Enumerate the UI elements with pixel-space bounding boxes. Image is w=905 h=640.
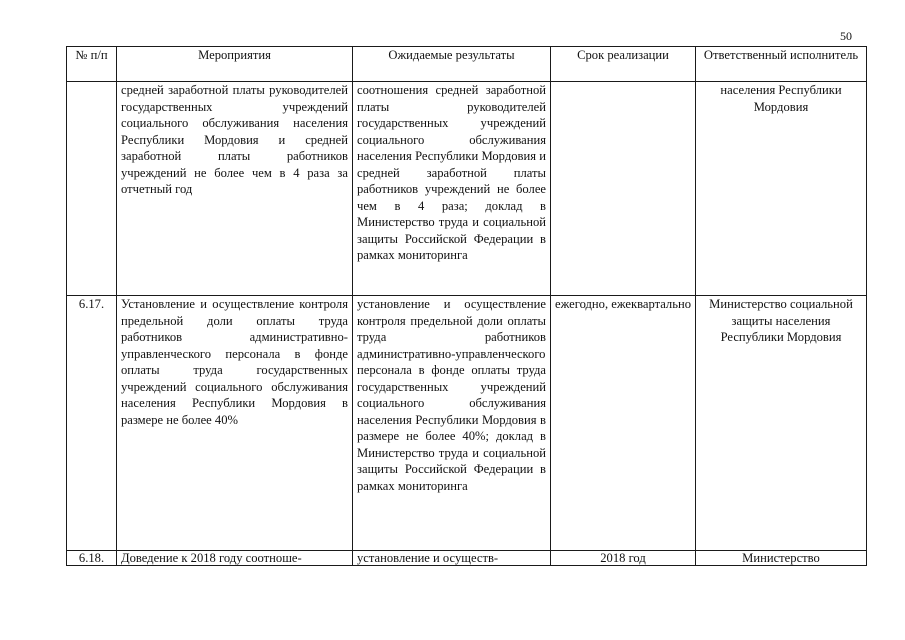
table-row — [67, 82, 867, 296]
row-responsible: Министерство — [696, 551, 867, 566]
row-measure: Доведение к 2018 году соотноше- — [117, 551, 353, 566]
header-deadline: Срок реализации — [551, 47, 696, 82]
table-header-row — [67, 47, 867, 82]
header-results: Ожидаемые результаты — [353, 47, 551, 82]
row-deadline — [551, 82, 696, 296]
row-result: установление и осуществ- — [353, 551, 551, 566]
row-measure: Установление и осуществление контроля предельной доли оплаты труда работников административно-управленческого персонала в фонде оплаты труда государственных учреждений социального обслуживания населения Республики Мордовия в размере не более 40% — [117, 296, 353, 551]
page-number: 50 — [840, 29, 852, 43]
row-result: соотношения средней заработной платы руководителей государственных учреждений социального обслуживания населения Республики Мордовия и средней заработной платы работников учреждений не более чем в 4 раза; доклад в Министерство труда и социальной защиты Российской Федерации в рамках мониторинга — [353, 82, 551, 296]
header-measures: Мероприятия — [117, 47, 353, 82]
measures-table — [66, 46, 867, 566]
row-num: 6.18. — [67, 551, 117, 566]
row-result: установление и осуществление контроля предельной доли оплаты труда работников административно-управленческого персонала в фонде оплаты труда государственных учреждений социального обслуживания населения Республики Мордовия в размере не более 40%; доклад в Министерство труда и социальной защиты Российской Федерации в рамках мониторинга — [353, 296, 551, 551]
row-num: 6.17. — [67, 296, 117, 551]
row-responsible: населения Республики Мордовия — [696, 82, 867, 296]
row-deadline: ежегодно, ежеквартально — [551, 296, 696, 551]
header-num: № п/п — [67, 47, 117, 82]
row-responsible: Министерство социальной защиты населения Республики Мордовия — [696, 296, 867, 551]
row-deadline: 2018 год — [551, 551, 696, 566]
table-row — [67, 296, 867, 551]
row-num — [67, 82, 117, 296]
header-responsible: Ответственный исполнитель — [696, 47, 867, 82]
row-measure: средней заработной платы руководителей государственных учреждений социального обслуживания населения Республики Мордовия и средней заработной платы работников учреждений не более чем в 4 раза за отчетный год — [117, 82, 353, 296]
table-row — [67, 551, 867, 566]
